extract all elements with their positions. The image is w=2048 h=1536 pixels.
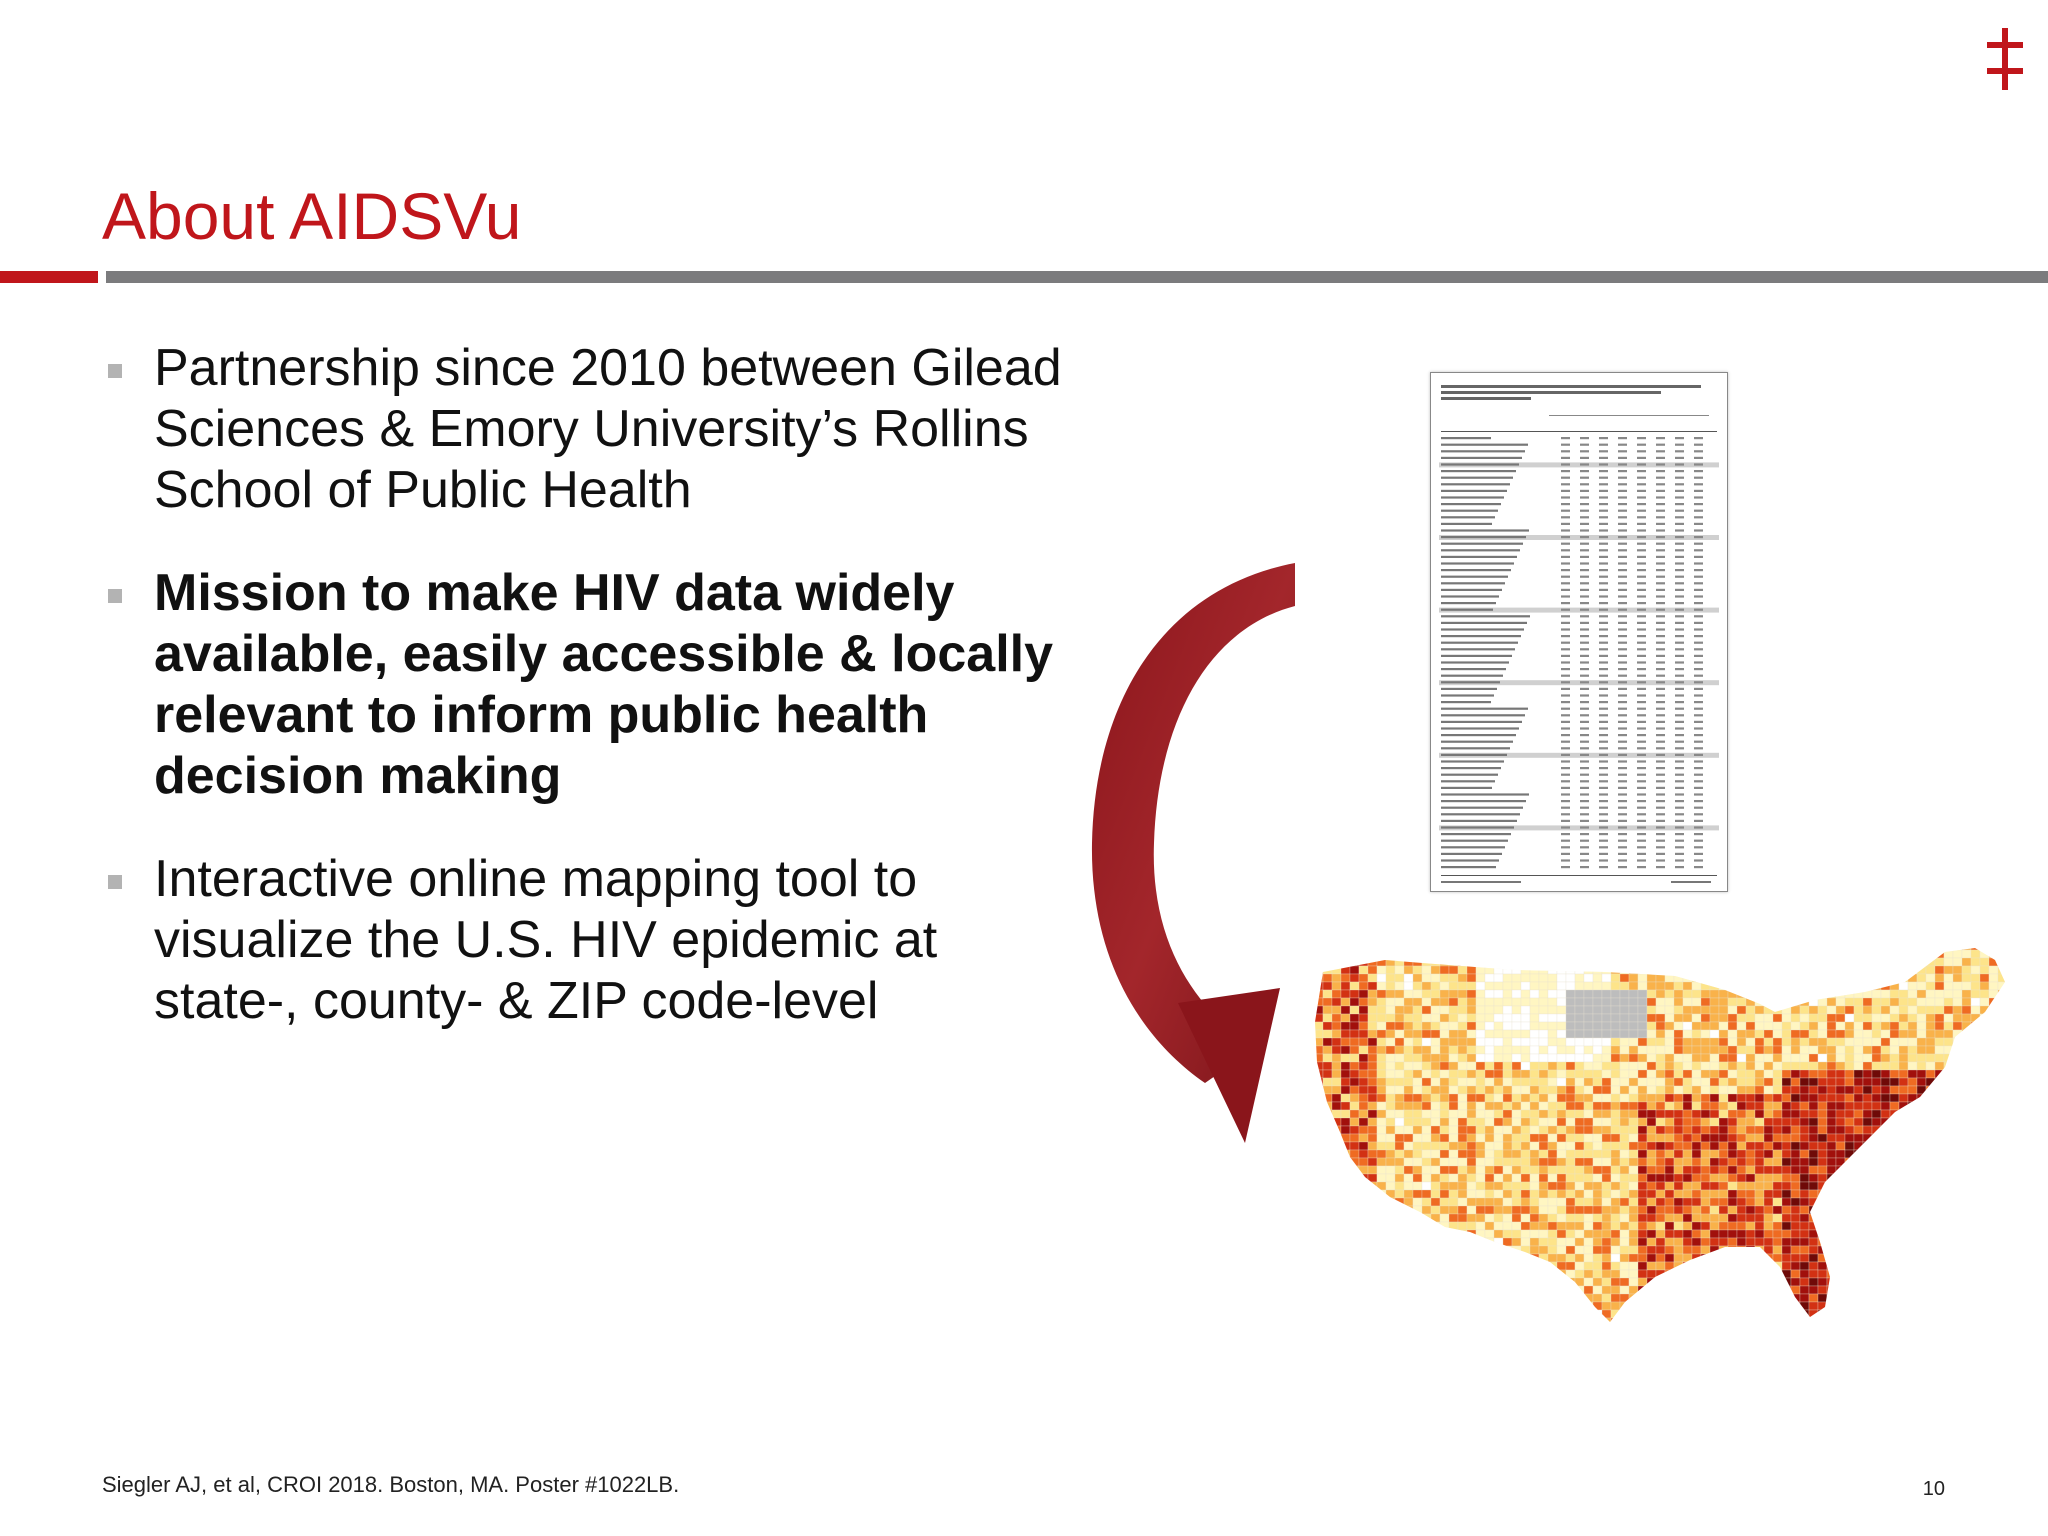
citation-footer: Siegler AJ, et al, CROI 2018. Boston, MA. Poster #1022LB. xyxy=(102,1472,680,1497)
bullet-text-mapping-tool: Interactive online mapping tool to visualize the U.S. HIV epidemic at state-, county- & ZIP code-level xyxy=(154,850,938,1030)
title-rule xyxy=(106,271,2048,283)
report-table-thumbnail xyxy=(1430,372,1728,892)
report-table-image xyxy=(1431,373,1727,891)
bullet-item xyxy=(102,338,1082,521)
title-rule-accent xyxy=(0,271,98,283)
bullet-list xyxy=(102,338,1082,1074)
double-dagger-logo-icon xyxy=(1985,28,2025,90)
page-number: 10 xyxy=(1922,1478,1945,1500)
bullet-item xyxy=(102,849,1082,1032)
curved-arrow-icon xyxy=(1080,558,1300,1148)
slide-title: About AIDSVu xyxy=(102,179,522,253)
bullet-item xyxy=(102,563,1082,807)
bullet-text-mission: Mission to make HIV data widely available, easily accessible & locally relevant to inform public health decision making xyxy=(154,564,1054,805)
bullet-marker xyxy=(108,875,122,889)
bullet-text-partnership: Partnership since 2010 between Gilead Sciences & Emory University’s Rollins School of Public Health xyxy=(154,339,1062,519)
us-hiv-county-map xyxy=(1305,942,2010,1362)
bullet-marker xyxy=(108,589,122,603)
bullet-marker xyxy=(108,364,122,378)
